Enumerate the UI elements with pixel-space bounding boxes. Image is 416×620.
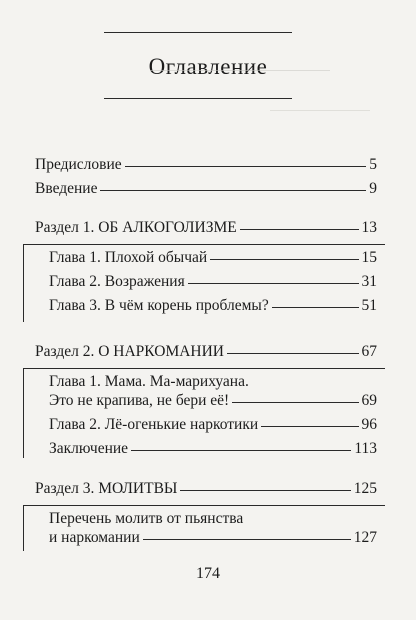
toc-entry-page: 9 — [369, 180, 377, 197]
page-number: 174 — [196, 565, 220, 582]
toc-section-2 — [35, 343, 377, 361]
leader-dots — [261, 426, 358, 427]
section-1-frame-left — [23, 244, 24, 322]
leader-dots — [240, 229, 359, 230]
toc-item — [49, 529, 377, 547]
toc-chapter-page: 113 — [354, 440, 377, 457]
toc-chapter-page: 51 — [361, 297, 377, 314]
leader-dots — [232, 402, 358, 403]
leader-dots — [143, 539, 351, 540]
toc-chapter-page: 31 — [361, 273, 377, 290]
toc-section-label: Раздел 3. МОЛИТВЫ — [35, 480, 178, 497]
leader-dots — [131, 450, 351, 451]
toc-chapter-page: 15 — [361, 249, 377, 266]
toc-section-label: Раздел 1. ОБ АЛКОГОЛИЗМЕ — [35, 219, 237, 236]
section-3-frame-top — [23, 505, 385, 506]
toc-entry-preface — [35, 156, 377, 174]
toc-chapter — [49, 440, 377, 458]
bleed-through-mark — [270, 110, 370, 119]
page-title: Оглавление — [148, 54, 268, 79]
toc-section-page: 125 — [353, 480, 377, 497]
toc-chapter-label: Заключение — [49, 440, 129, 457]
toc-chapter-page: 96 — [361, 416, 377, 433]
toc-section-page: 67 — [361, 343, 377, 360]
leader-dots — [180, 490, 350, 491]
toc-chapter-label-continued: Это не крапива, не бери её! — [49, 392, 230, 409]
toc-chapter — [49, 273, 377, 291]
toc-section-1 — [35, 219, 377, 237]
toc-chapter-label: Глава 1. Мама. Ма-марихуана. — [49, 373, 249, 390]
toc-item-label: Перечень молитв от пьянства — [49, 510, 244, 527]
leader-dots — [227, 353, 359, 354]
toc-chapter-label: Глава 2. Лё-огенькие наркотики — [49, 416, 259, 433]
toc-chapter — [49, 392, 377, 410]
section-1-frame-top — [23, 244, 385, 245]
section-3-frame-left — [23, 505, 24, 551]
toc-entry-page: 5 — [369, 156, 377, 173]
toc-section-label: Раздел 2. О НАРКОМАНИИ — [35, 343, 224, 360]
toc-chapter — [49, 249, 377, 267]
section-2-frame-top — [23, 368, 385, 369]
toc-chapter-label: Глава 1. Плохой обычай — [49, 249, 208, 266]
toc-chapter — [49, 416, 377, 434]
toc-item-page: 127 — [353, 529, 377, 546]
bleed-through-mark — [150, 70, 330, 81]
toc-chapter-page: 69 — [361, 392, 377, 409]
toc-chapter-label: Глава 2. Возражения — [49, 273, 185, 290]
toc-section-page: 13 — [361, 219, 377, 236]
toc-chapter — [49, 297, 377, 315]
leader-dots — [210, 259, 358, 260]
toc-entry-label: Введение — [35, 180, 98, 197]
toc-chapter-label: Глава 3. В чём корень проблемы? — [49, 297, 269, 314]
toc-section-3 — [35, 480, 377, 498]
toc-entry-introduction — [35, 180, 377, 198]
title-bottom-rule — [104, 98, 292, 99]
leader-dots — [125, 166, 367, 167]
leader-dots — [188, 283, 359, 284]
section-2-frame-left — [23, 368, 24, 458]
title-top-rule — [104, 32, 292, 33]
leader-dots — [100, 190, 366, 191]
leader-dots — [272, 307, 359, 308]
toc-item-label-continued: и наркомании — [49, 529, 140, 546]
toc-entry-label: Предисловие — [35, 156, 122, 173]
